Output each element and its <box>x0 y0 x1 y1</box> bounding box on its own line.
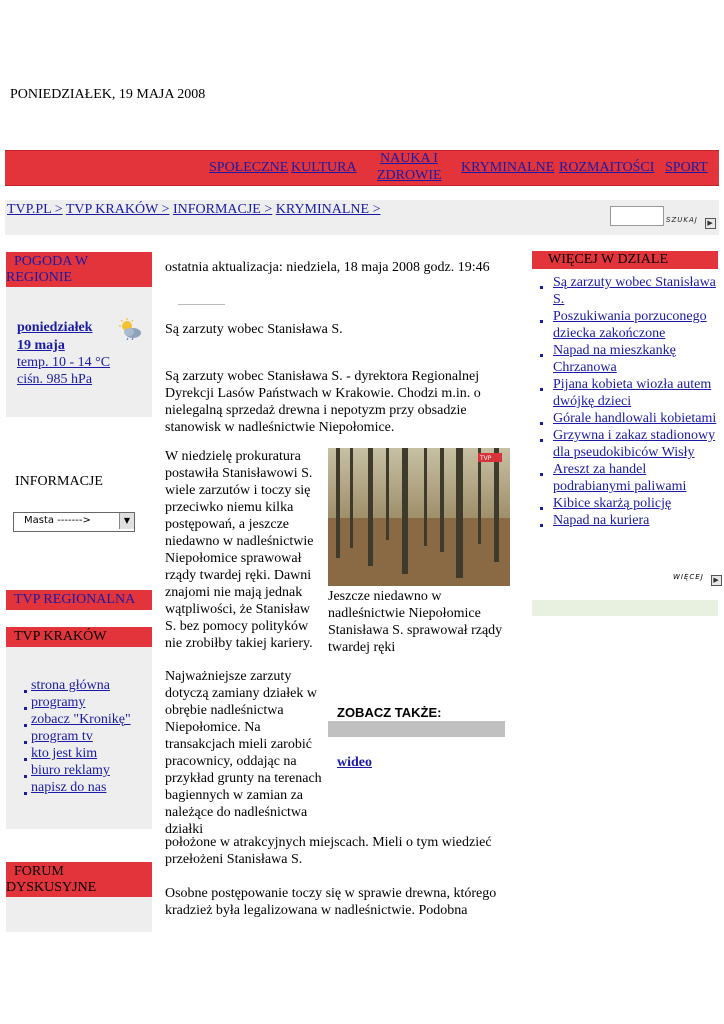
list-item[interactable]: Areszt za handel podrabianymi paliwami <box>540 461 720 495</box>
breadcrumb-kryminalne[interactable]: KRYMINALNE > <box>275 202 381 217</box>
krakow-link-ads[interactable]: biuro reklamy <box>24 763 110 779</box>
nav-nauka-line1[interactable]: NAUKA I <box>380 151 438 166</box>
article-updated: ostatnia aktualizacja: niedziela, 18 maja 2008 godz. 19:46 <box>165 260 490 275</box>
list-item[interactable]: Napad na kuriera <box>540 512 720 529</box>
article-paragraph-2-cont: położone w atrakcyjnych miejscach. Mieli o tym wiedzieć przełożeni Stanisława S. <box>165 835 492 867</box>
nav-nauka-line2[interactable]: ZDROWIE <box>377 168 442 183</box>
forum-heading-line2[interactable]: DYSKUSYJNE <box>6 880 97 895</box>
nav-kryminalne[interactable]: KRYMINALNE <box>461 160 555 175</box>
weather-pressure[interactable]: ciśn. 985 hPa <box>17 372 93 387</box>
breadcrumb <box>7 202 381 218</box>
krakow-link-programs[interactable]: programy <box>24 695 85 711</box>
list-item[interactable]: Górale handlowali kobietami <box>540 410 720 427</box>
more-in-section-list <box>540 274 720 529</box>
see-also-bar <box>328 721 505 737</box>
see-also-label: ZOBACZ TAKŻE: <box>337 705 442 720</box>
tvp-krakow-label: TVP KRAKÓW <box>14 629 107 644</box>
article-lead: Są zarzuty wobec Stanisława S. - dyrektora Regionalnej Dyrekcji Lasów Państwach w Krakowie. Chodzi m.in. o nielegalną sprzedaż drewna i nepotyzm przy obsadzie stanowisk w nadleśnictwie Niepołomice. <box>165 369 481 435</box>
nav-rozmaitosci[interactable]: ROZMAITOŚCI <box>559 160 655 175</box>
breadcrumb-informacje[interactable]: INFORMACJE > <box>172 202 273 217</box>
krakow-link-home[interactable]: strona główna <box>24 678 110 694</box>
search-input[interactable] <box>610 206 664 226</box>
list-item[interactable]: Poszukiwania porzuconego dziecka zakończone <box>540 308 720 342</box>
weather-heading-line2[interactable]: REGIONIE <box>6 270 73 285</box>
forum-heading[interactable] <box>6 862 152 897</box>
category-nav-bar <box>5 150 719 186</box>
city-select[interactable] <box>13 512 135 532</box>
video-link[interactable]: wideo <box>337 755 372 770</box>
page-date: PONIEDZIAŁEK, 19 MAJA 2008 <box>10 87 206 102</box>
nav-kultura[interactable]: KULTURA <box>291 160 357 175</box>
breadcrumb-tvp[interactable]: TVP.PL > <box>7 202 63 217</box>
article-paragraph-2: Najważniejsze zarzuty dotyczą zamiany działek w obrębie nadleśnictwa Niepołomice. Na transakcjach mieli zarobić pracownicy, oddając na przykład grunty na terenach bagiennych w zamian za należące do nadleśnictwa działki <box>165 669 322 837</box>
article-photo <box>328 448 510 586</box>
list-item[interactable]: Są zarzuty wobec Stanisława S. <box>540 274 720 308</box>
arrow-right-icon: ▶ <box>705 218 716 229</box>
search-button-label: SZUKAJ <box>666 216 698 224</box>
forum-heading-line1[interactable]: FORUM <box>14 864 64 879</box>
article-title: Są zarzuty wobec Stanisława S. <box>165 322 343 337</box>
nav-sport[interactable]: SPORT <box>665 160 708 175</box>
chevron-down-icon[interactable]: ▼ <box>119 513 134 529</box>
list-item[interactable]: Pijana kobieta wiozła autem dwójkę dzieci <box>540 376 720 410</box>
article-paragraph-1: W niedzielę prokuratura postawiła Stanisławowi S. wiele zarzutów i toczy się przeciwko niemu kilka postępowań, a jeszcze niedawno w nadleśnictwie Niepołomice sprawował rządy twardej ręki. Dawni znajomi nie mają jednak wątpliwości, że Stanisław S. bez pomocy polityków nie zrobiłby takiej kariery. <box>165 449 314 651</box>
search-button[interactable] <box>666 216 716 229</box>
photo-caption: Jeszcze niedawno w nadleśnictwie Niepołomice Stanisława S. sprawował rządy twardej ręki <box>328 589 503 655</box>
photo-logo-text: TVP <box>480 455 492 462</box>
list-item[interactable]: Napad na mieszkankę Chrzanowa <box>540 342 720 376</box>
weather-heading-line1[interactable]: POGODA W <box>14 254 89 269</box>
tvp-krakow-heading <box>6 627 152 647</box>
krakow-links-box <box>6 647 152 829</box>
list-item[interactable]: Kibice skarżą policję <box>540 495 720 512</box>
weather-date[interactable]: 19 maja <box>17 338 65 353</box>
nav-spoleczne[interactable]: SPOŁECZNE <box>209 160 289 175</box>
more-footer-box <box>532 600 718 616</box>
divider <box>178 304 225 305</box>
city-select-value: Masta -------> <box>24 515 91 526</box>
arrow-right-icon: ▶ <box>711 575 722 586</box>
breadcrumb-krakow[interactable]: TVP KRAKÓW > <box>65 202 170 217</box>
tvp-regional-heading[interactable] <box>6 590 152 610</box>
sun-cloud-icon <box>118 318 142 340</box>
more-heading-label: WIĘCEJ W DZIALE <box>548 252 669 267</box>
krakow-link-who-is-who[interactable]: kto jest kim <box>24 746 97 762</box>
krakow-link-contact[interactable]: napisz do nas <box>24 780 106 796</box>
more-button-label: WIĘCEJ <box>673 573 704 581</box>
weather-heading[interactable] <box>6 252 152 287</box>
krakow-link-tv-program[interactable]: program tv <box>24 729 93 745</box>
list-item[interactable]: Grzywna i zakaz stadionowy dla pseudokibiców Wisły <box>540 427 720 461</box>
more-in-section-heading <box>532 251 718 269</box>
krakow-link-kronika[interactable]: zobacz "Kronikę" <box>24 712 131 728</box>
weather-day[interactable]: poniedziałek <box>17 320 93 335</box>
more-button[interactable] <box>673 573 722 586</box>
weather-temperature[interactable]: temp. 10 - 14 °C <box>17 355 111 370</box>
tvp-regional-label[interactable]: TVP REGIONALNA <box>14 592 136 607</box>
info-label: INFORMACJE <box>15 474 103 489</box>
article-paragraph-3: Osobne postępowanie toczy się w sprawie drewna, którego kradzież była legalizowana w nadleśnictwie. Podobna <box>165 886 497 918</box>
forum-box <box>6 897 152 932</box>
